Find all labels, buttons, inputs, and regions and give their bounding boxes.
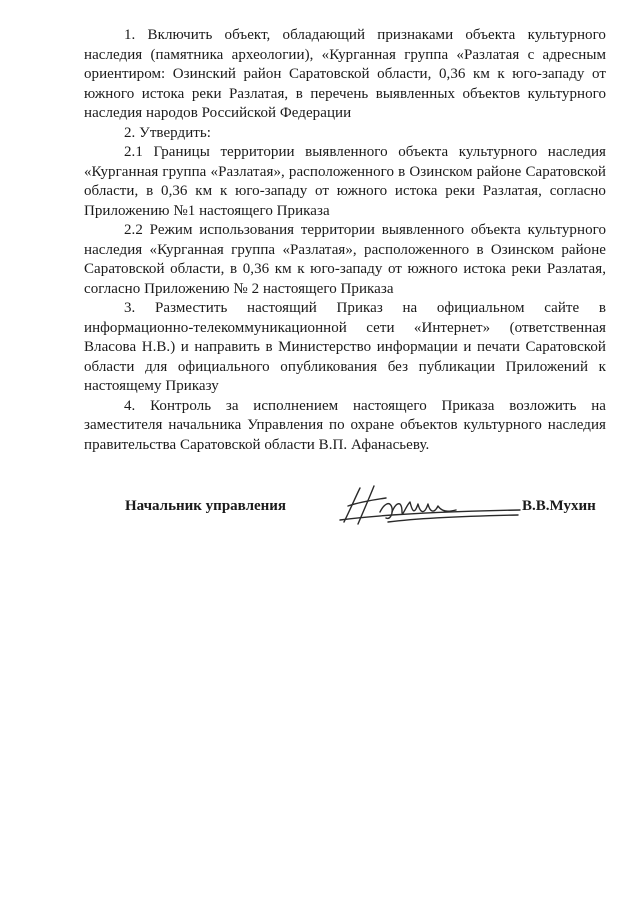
paragraph-3: 3. Разместить настоящий Приказ на официальном сайте в информационно-телекоммуникационной сети «Интернет» (ответственная Власова Н.В.) и направить в Министерство информации и печати Саратовской области для официального опубликования без публикации Приложений к настоящему Приказу [84,300,606,394]
paragraph-2-2: 2.2 Режим использования территории выявленного объекта культурного наследия «Курганная группа «Разлатая», расположенного в Озинском районе Саратовской области, в 0,36 км к юго-западу от южного истока реки Разлатая, согласно Приложению № 2 настоящего Приказа [84,222,606,297]
paragraph-1: 1. Включить объект, обладающий признаками объекта культурного наследия (памятника археологии), «Курганная группа «Разлатая с адресным ориентиром: Озинский район Саратовской области, 0,36 км к юго-западу от южного истока реки Разлатая, в перечень выявленных объектов культурного наследия народов Российской Федерации [84,27,606,121]
paragraph-2: 2. Утвердить: [124,124,212,141]
signatory-title: Начальник управления [125,498,287,514]
paragraph-4: 4. Контроль за исполнением настоящего Приказа возложить на заместителя начальника Управления по охране объектов культурного наследия правительства Саратовской области В.П. Афанасьеву. [84,397,606,453]
signature-block [125,492,615,532]
document-body [84,26,606,455]
paragraph-2-1: 2.1 Границы территории выявленного объекта культурного наследия «Курганная группа «Разлатая», расположенного в Озинском районе Саратовской области, в 0,36 км к юго-западу от южного истока реки Разлатая, согласно Приложению №1 настоящего Приказа [84,144,606,219]
signatory-name: В.В.Мухин [522,498,596,514]
handwritten-signature [330,482,530,530]
